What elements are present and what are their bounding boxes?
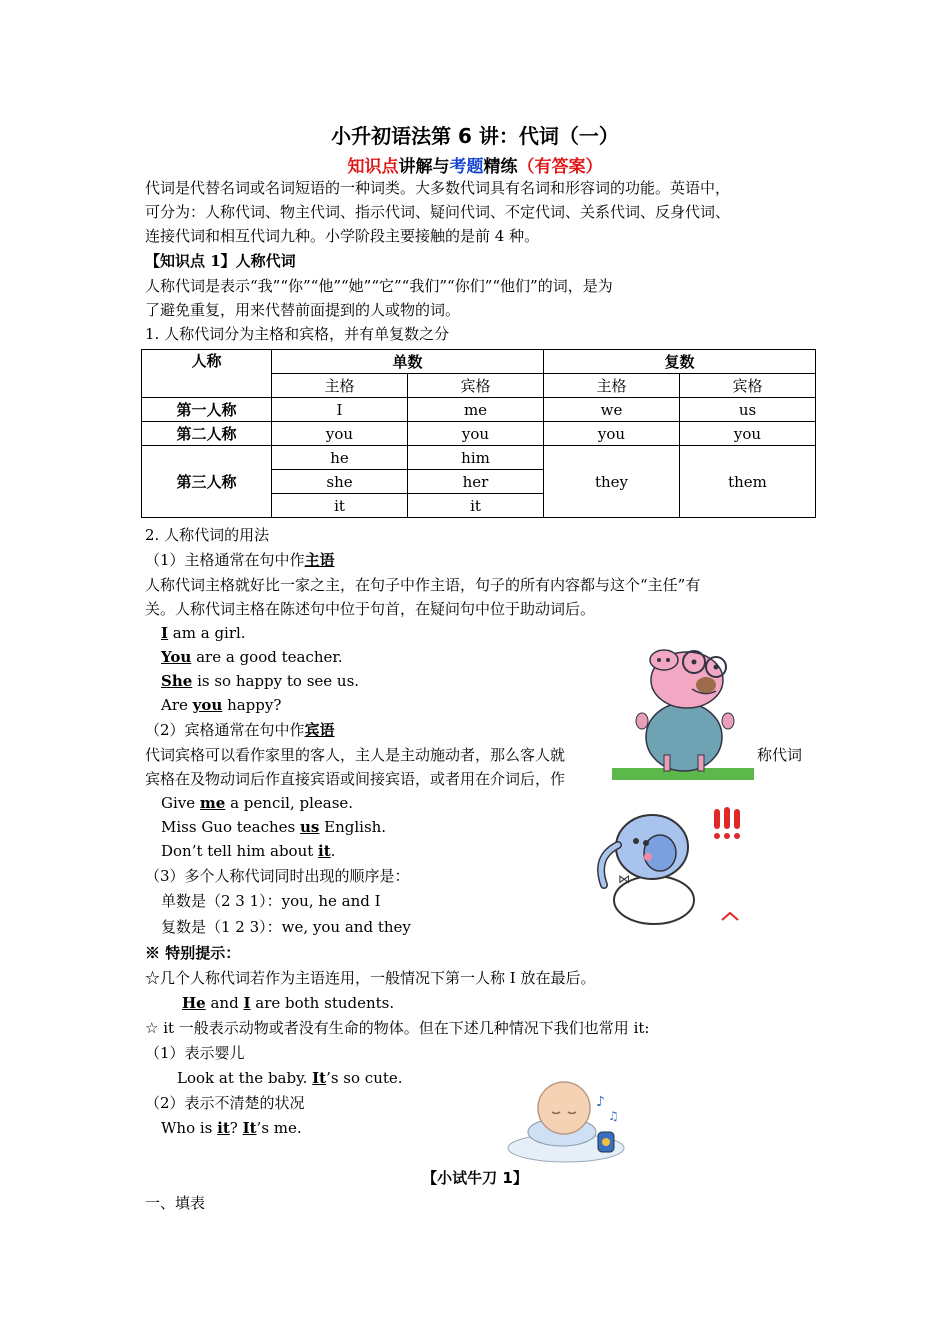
- table-cell: she: [272, 470, 408, 494]
- subtitle-part: （有答案）: [517, 157, 603, 177]
- paragraph-line: 代词宾格可以看作家里的客人，主人是主动施动者，那么客人就: [145, 746, 566, 764]
- table-cell: him: [408, 446, 544, 470]
- example-rest: ’s so cute.: [326, 1069, 403, 1087]
- example-sentence: [161, 695, 281, 715]
- example-pre: Look at the baby.: [177, 1069, 313, 1087]
- sub-heading-1: [145, 550, 335, 570]
- tip: ☆ it 一般表示动物或者没有生命的物体。但在下述几种情况下我们也常用 it:: [145, 1019, 650, 1037]
- case-heading: （1）表示婴儿: [145, 1044, 245, 1062]
- point-2: 2. 人称代词的用法: [145, 526, 270, 544]
- practice-heading: 【小试牛刀 1】: [422, 1169, 528, 1187]
- pronoun-table: [141, 349, 816, 518]
- subtitle-part: 精练: [483, 157, 518, 177]
- svg-text:⋈: ⋈: [618, 872, 630, 886]
- kp1-text: 了避免重复，用来代替前面提到的人或物的词。: [145, 301, 461, 319]
- example-rest: .: [330, 842, 336, 860]
- intro-line: 可分为：人称代词、物主代词、指示代词、疑问代词、不定代词、关系代词、反身代词、: [145, 203, 731, 221]
- example-rest: happy?: [222, 696, 282, 714]
- example-sentence: [161, 623, 246, 643]
- example-sentence: [161, 1118, 302, 1138]
- elephant-illustration: [588, 805, 748, 925]
- table-cell: you: [408, 422, 544, 446]
- svg-text:♪: ♪: [596, 1094, 605, 1110]
- table-cell: he: [272, 446, 408, 470]
- pronoun: me: [199, 794, 226, 812]
- example-rest: ’s me.: [256, 1119, 302, 1137]
- pronoun: She: [161, 672, 193, 690]
- example-sentence: [161, 793, 353, 813]
- example-sentence: [161, 841, 335, 861]
- example-pre: Miss Guo teaches: [161, 818, 301, 836]
- sub-heading-2: [145, 720, 335, 740]
- example-mid: and: [205, 994, 244, 1012]
- kp1-heading: 【知识点 1】人称代词: [145, 252, 296, 270]
- pronoun: I: [243, 994, 251, 1012]
- key-term: 主语: [304, 551, 335, 569]
- point-1: 1. 人称代词分为主格和宾格，并有单复数之分: [145, 325, 450, 343]
- pronoun: it: [217, 1119, 230, 1137]
- table-cell: us: [680, 398, 816, 422]
- table-cell: you: [544, 422, 680, 446]
- paragraph-line: 人称代词主格就好比一家之主，在句子中作主语，句子的所有内容都与这个“主任”有: [145, 576, 701, 594]
- example-pre: Don’t tell him about: [161, 842, 319, 860]
- page-subtitle: [0, 152, 950, 177]
- paragraph-line: 关。人称代词主格在陈述句中位于句首，在疑问句中位于助动词后。: [145, 600, 596, 618]
- intro-line: 代词是代替名词或名词短语的一种词类。大多数代词具有名词和形容词的功能。英语中，: [145, 179, 731, 197]
- example-pre: Give: [161, 794, 200, 812]
- example-rest: is so happy to see us.: [192, 672, 360, 690]
- row-label: 第三人称: [142, 446, 272, 518]
- paragraph-tail: 称代词: [757, 746, 803, 764]
- case-heading: （2）表示不清楚的状况: [145, 1094, 305, 1112]
- subtitle-part: 讲解与: [398, 157, 450, 177]
- table-cell: them: [680, 446, 816, 518]
- table-cell: you: [680, 422, 816, 446]
- pronoun: it: [318, 842, 331, 860]
- pronoun: It: [312, 1069, 327, 1087]
- baby-illustration: [502, 1076, 630, 1168]
- header-singular: 单数: [272, 350, 544, 374]
- pronoun: I: [161, 624, 169, 642]
- header-subject: 主格: [544, 374, 680, 398]
- tip: ☆几个人称代词若作为主语连用，一般情况下第一人称 I 放在最后。: [145, 969, 596, 987]
- header-subject: 主格: [272, 374, 408, 398]
- pig-illustration: [612, 645, 754, 780]
- table-cell: her: [408, 470, 544, 494]
- table-cell: me: [408, 398, 544, 422]
- example-pre: Who is: [161, 1119, 218, 1137]
- example-rest: am a girl.: [168, 624, 246, 642]
- example-rest: English.: [319, 818, 387, 836]
- header-object: 宾格: [408, 374, 544, 398]
- svg-text:♫: ♫: [608, 1109, 619, 1123]
- example-sentence: [177, 1068, 403, 1088]
- table-cell: it: [272, 494, 408, 518]
- example-sentence: [161, 817, 386, 837]
- pronoun: you: [192, 696, 223, 714]
- example-rest: a pencil, please.: [225, 794, 354, 812]
- example-sentence: [161, 647, 343, 667]
- sub-heading-prefix: （1）主格通常在句中作: [145, 551, 305, 569]
- example-sentence: [161, 671, 359, 691]
- row-label: 第一人称: [142, 398, 272, 422]
- table-cell: they: [544, 446, 680, 518]
- subtitle-part: 知识点: [347, 157, 399, 177]
- table-cell: you: [272, 422, 408, 446]
- intro-line: 连接代词和相互代词九种。小学阶段主要接触的是前 4 种。: [145, 227, 540, 245]
- example-sentence: [182, 993, 394, 1013]
- pronoun: He: [182, 994, 206, 1012]
- page-title: 小升初语法第 6 讲：代词（一）: [331, 124, 619, 148]
- example-rest: are a good teacher.: [191, 648, 343, 666]
- pronoun: us: [300, 818, 320, 836]
- order-rule: 单数是（2 3 1）：you, he and I: [161, 892, 381, 910]
- sub-heading-3: （3）多个人称代词同时出现的顺序是：: [145, 867, 410, 885]
- table-cell: I: [272, 398, 408, 422]
- subtitle-part: 考题: [449, 157, 484, 177]
- header-person: 人称: [142, 350, 272, 398]
- special-note-heading: ※ 特别提示：: [145, 944, 241, 962]
- key-term: 宾语: [304, 721, 335, 739]
- pronoun: You: [161, 648, 192, 666]
- kp1-text: 人称代词是表示“我”“你”“他”“她”“它”“我们”“你们”“他们”的词，是为: [145, 277, 613, 295]
- example-rest: are both students.: [250, 994, 395, 1012]
- table-cell: we: [544, 398, 680, 422]
- header-object: 宾格: [680, 374, 816, 398]
- sub-heading-prefix: （2）宾格通常在句中作: [145, 721, 305, 739]
- header-plural: 复数: [544, 350, 816, 374]
- section-heading: 一、填表: [145, 1194, 206, 1212]
- pronoun: It: [242, 1119, 257, 1137]
- order-rule: 复数是（1 2 3）：we, you and they: [161, 918, 411, 936]
- example-pre: Are: [161, 696, 193, 714]
- paragraph-line: 宾格在及物动词后作直接宾语或间接宾语，或者用在介词后，作: [145, 770, 566, 788]
- table-cell: it: [408, 494, 544, 518]
- row-label: 第二人称: [142, 422, 272, 446]
- example-mid: ?: [229, 1119, 243, 1137]
